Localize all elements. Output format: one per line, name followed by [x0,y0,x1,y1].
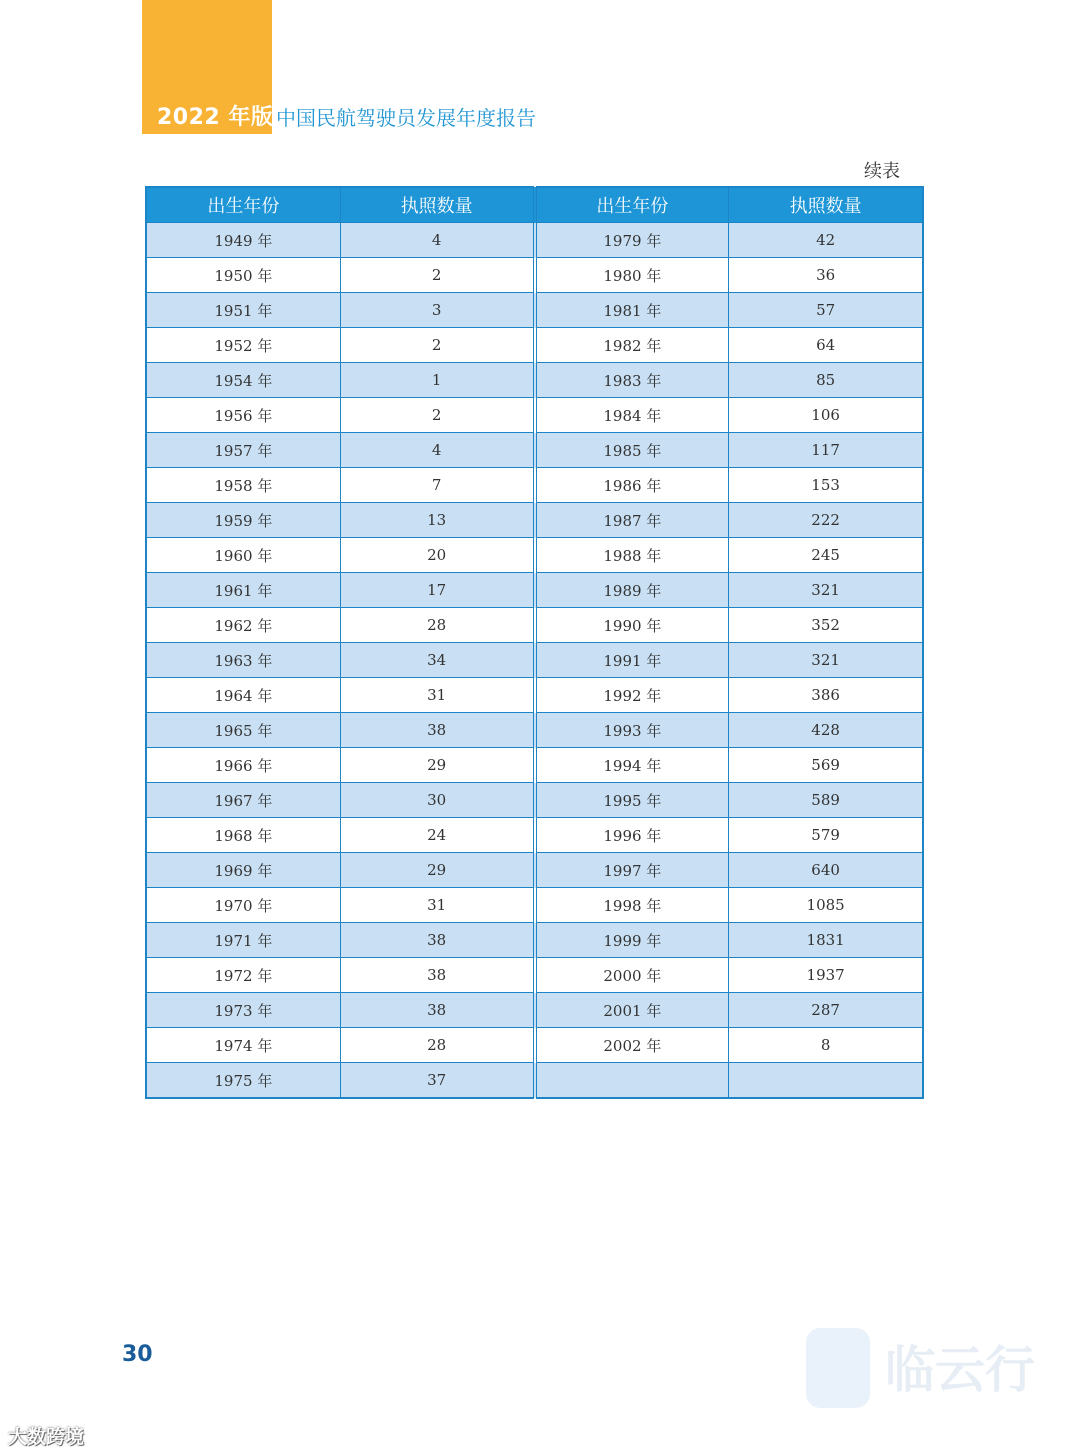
table-row [146,468,923,503]
cell-license-count: 38 [340,713,534,748]
cell-license-count: 321 [729,643,923,678]
cell-birth-year: 2001 年 [535,993,729,1028]
cell-license-count: 28 [340,608,534,643]
cell-birth-year: 1951 年 [146,293,340,328]
cell-license-count: 1831 [729,923,923,958]
cell-birth-year: 1969 年 [146,853,340,888]
cell-birth-year: 1986 年 [535,468,729,503]
cell-license-count: 352 [729,608,923,643]
cell-license-count: 34 [340,643,534,678]
table-row [146,293,923,328]
cell-birth-year: 1950 年 [146,258,340,293]
cell-birth-year: 1998 年 [535,888,729,923]
cell-license-count: 321 [729,573,923,608]
edition-label: 2022 年版 [157,105,274,130]
table-row [146,538,923,573]
table-row [146,643,923,678]
cell-birth-year: 1967 年 [146,783,340,818]
table-row [146,748,923,783]
cell-birth-year: 1980 年 [535,258,729,293]
cell-license-count: 38 [340,923,534,958]
cell-license-count: 2 [340,258,534,293]
license-table [145,186,924,1099]
cell-license-count: 1085 [729,888,923,923]
cell-birth-year: 1988 年 [535,538,729,573]
table-row [146,818,923,853]
cell-license-count: 29 [340,853,534,888]
table-row [146,608,923,643]
table-row [146,678,923,713]
cell-birth-year: 1984 年 [535,398,729,433]
cell-license-count: 153 [729,468,923,503]
cell-birth-year: 1992 年 [535,678,729,713]
cell-license-count: 589 [729,783,923,818]
cell-license-count: 30 [340,783,534,818]
table-row [146,223,923,258]
table-row [146,503,923,538]
cell-birth-year: 1997 年 [535,853,729,888]
cell-birth-year: 1971 年 [146,923,340,958]
col-header-birth-year-left: 出生年份 [146,187,340,223]
cell-license-count: 1937 [729,958,923,993]
cell-license-count: 38 [340,958,534,993]
cell-birth-year: 1979 年 [535,223,729,258]
cell-birth-year: 1949 年 [146,223,340,258]
table-row [146,993,923,1028]
cell-license-count: 640 [729,853,923,888]
cell-license-count: 3 [340,293,534,328]
cell-birth-year: 1961 年 [146,573,340,608]
cell-birth-year: 1975 年 [146,1063,340,1099]
cell-license-count: 222 [729,503,923,538]
cell-license-count: 38 [340,993,534,1028]
watermark-logo [806,1328,870,1408]
report-title: 中国民航驾驶员发展年度报告 [276,106,536,130]
cell-birth-year: 1964 年 [146,678,340,713]
table-row [146,888,923,923]
cell-license-count: 8 [729,1028,923,1063]
table-row [146,1063,923,1099]
watermark-text: 临云行 [885,1341,1035,1399]
table-row [146,853,923,888]
cell-birth-year: 1993 年 [535,713,729,748]
cell-license-count: 24 [340,818,534,853]
cell-license-count: 28 [340,1028,534,1063]
cell-license-count: 2 [340,398,534,433]
cell-birth-year: 1990 年 [535,608,729,643]
cell-license-count: 386 [729,678,923,713]
cell-license-count: 1 [340,363,534,398]
cell-license-count: 287 [729,993,923,1028]
cell-birth-year: 1966 年 [146,748,340,783]
col-header-license-count-right: 执照数量 [729,187,923,223]
cell-birth-year: 1957 年 [146,433,340,468]
table-row [146,783,923,818]
cell-birth-year: 1981 年 [535,293,729,328]
table-body [146,223,923,1099]
cell-birth-year: 1983 年 [535,363,729,398]
cell-license-count: 2 [340,328,534,363]
cell-license-count: 4 [340,433,534,468]
cell-license-count [729,1063,923,1099]
cell-license-count: 42 [729,223,923,258]
cell-birth-year: 1960 年 [146,538,340,573]
continued-label: 续表 [864,161,900,182]
cell-license-count: 37 [340,1063,534,1099]
cell-license-count: 31 [340,678,534,713]
table-row [146,573,923,608]
corner-watermark: 大数跨境 [8,1426,85,1448]
cell-birth-year: 2000 年 [535,958,729,993]
cell-birth-year: 1952 年 [146,328,340,363]
table-row [146,1028,923,1063]
table-row [146,923,923,958]
cell-birth-year: 1974 年 [146,1028,340,1063]
table-row [146,398,923,433]
col-header-license-count-left: 执照数量 [340,187,534,223]
cell-birth-year: 1959 年 [146,503,340,538]
cell-license-count: 29 [340,748,534,783]
cell-license-count: 85 [729,363,923,398]
cell-birth-year: 1985 年 [535,433,729,468]
cell-license-count: 579 [729,818,923,853]
cell-birth-year: 1994 年 [535,748,729,783]
table-row [146,958,923,993]
cell-birth-year: 1972 年 [146,958,340,993]
table-row [146,433,923,468]
page-number: 30 [122,1342,153,1367]
cell-license-count: 57 [729,293,923,328]
cell-license-count: 106 [729,398,923,433]
cell-birth-year: 1954 年 [146,363,340,398]
cell-birth-year: 1989 年 [535,573,729,608]
table-header-row [146,187,923,223]
cell-license-count: 117 [729,433,923,468]
cell-license-count: 36 [729,258,923,293]
cell-birth-year: 1987 年 [535,503,729,538]
table-row [146,258,923,293]
cell-birth-year: 1996 年 [535,818,729,853]
cell-license-count: 64 [729,328,923,363]
cell-license-count: 7 [340,468,534,503]
cell-birth-year: 1968 年 [146,818,340,853]
cell-birth-year: 1970 年 [146,888,340,923]
table-row [146,328,923,363]
cell-birth-year: 1965 年 [146,713,340,748]
cell-birth-year: 1995 年 [535,783,729,818]
cell-license-count: 13 [340,503,534,538]
cell-birth-year: 1973 年 [146,993,340,1028]
cell-license-count: 4 [340,223,534,258]
table-row [146,713,923,748]
cell-license-count: 569 [729,748,923,783]
cell-birth-year: 1963 年 [146,643,340,678]
cell-license-count: 428 [729,713,923,748]
cell-license-count: 17 [340,573,534,608]
cell-birth-year: 1956 年 [146,398,340,433]
cell-license-count: 245 [729,538,923,573]
cell-license-count: 31 [340,888,534,923]
cell-license-count: 20 [340,538,534,573]
col-header-birth-year-right: 出生年份 [535,187,729,223]
cell-birth-year: 1958 年 [146,468,340,503]
cell-birth-year: 1991 年 [535,643,729,678]
table-row [146,363,923,398]
cell-birth-year: 1999 年 [535,923,729,958]
cell-birth-year: 1982 年 [535,328,729,363]
cell-birth-year [535,1063,729,1099]
cell-birth-year: 2002 年 [535,1028,729,1063]
cell-birth-year: 1962 年 [146,608,340,643]
